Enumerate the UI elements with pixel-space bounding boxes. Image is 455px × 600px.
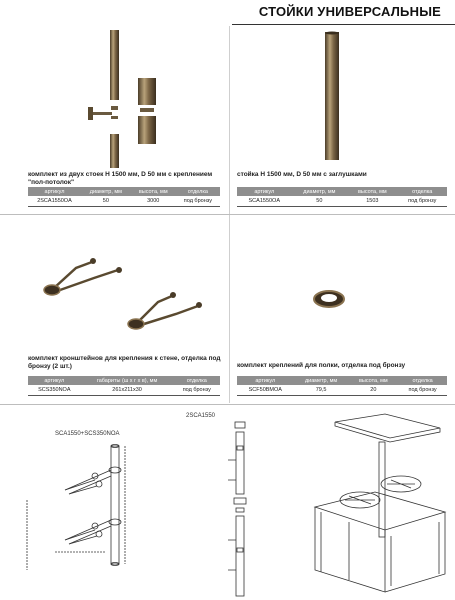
table-cell: SCA1550OA <box>237 196 292 207</box>
product-1-spec-table <box>28 187 220 207</box>
col-header: отделка <box>398 187 447 196</box>
table-cell: 3000 <box>131 196 176 207</box>
table-cell: 2SCA1550OA <box>28 196 81 207</box>
table-cell: под бронзу <box>398 385 447 396</box>
product-4-spec-table <box>237 376 447 396</box>
table-cell: 79,5 <box>294 385 349 396</box>
product-2-spec-table <box>237 187 447 207</box>
drawing-label-wall-mount: SCA1550+SCS350NOA <box>55 431 120 437</box>
col-header: высота, мм <box>131 187 176 196</box>
divider-v-top <box>229 26 230 214</box>
col-header: артикул <box>28 376 81 385</box>
product-2-description: стойка H 1500 мм, D 50 мм с заглушками <box>237 171 367 178</box>
header-rule <box>232 24 455 25</box>
divider-h-2 <box>0 404 455 405</box>
col-header: отделка <box>176 187 220 196</box>
col-header: отделка <box>174 376 220 385</box>
col-header: высота, мм <box>347 187 397 196</box>
drawing-cabinet-with-shelves <box>305 412 450 592</box>
divider-h-1 <box>0 214 455 215</box>
page-title: СТОЙКИ УНИВЕРСАЛЬНЫЕ <box>258 4 441 19</box>
table-cell: 50 <box>292 196 348 207</box>
product-1-description: комплект из двух стоек H 1500 мм, D 50 мм с креплением "пол-потолок" <box>28 171 213 186</box>
table-cell: 261x211x30 <box>81 385 174 396</box>
table-cell: 50 <box>81 196 131 207</box>
table-cell: 1503 <box>347 196 397 207</box>
col-header: артикул <box>237 376 294 385</box>
product-image-brackets <box>36 250 216 340</box>
col-header: высота, мм <box>349 376 399 385</box>
table-cell: под бронзу <box>176 196 220 207</box>
col-header: артикул <box>28 187 81 196</box>
col-header: артикул <box>237 187 292 196</box>
table-cell: SCS350NOA <box>28 385 81 396</box>
table-cell: SCF50BMOA <box>237 385 294 396</box>
col-header: диаметр, мм <box>81 187 131 196</box>
table-cell: под бронзу <box>174 385 220 396</box>
product-3-spec-table <box>28 376 220 396</box>
col-header: отделка <box>398 376 447 385</box>
table-cell: под бронзу <box>398 196 447 207</box>
divider-v-middle <box>229 215 230 403</box>
product-3-description: комплект кронштейнов для крепления к стене, отделка под бронзу (2 шт.) <box>28 355 221 370</box>
drawing-floor-ceiling-posts <box>225 420 255 598</box>
col-header: габариты (ш х г х в), мм <box>81 376 174 385</box>
product-4-description: комплект креплений для полки, отделка под бронзу <box>237 362 406 369</box>
table-cell: 20 <box>349 385 399 396</box>
col-header: диаметр, мм <box>294 376 349 385</box>
product-image-shelf-mount <box>312 286 348 310</box>
product-image-two-posts <box>80 28 170 168</box>
product-image-single-post <box>320 32 350 162</box>
drawing-wall-bracket-assembly <box>25 440 145 590</box>
col-header: диаметр, мм <box>292 187 348 196</box>
drawing-label-floor-ceiling: 2SCA1550 <box>186 413 216 419</box>
